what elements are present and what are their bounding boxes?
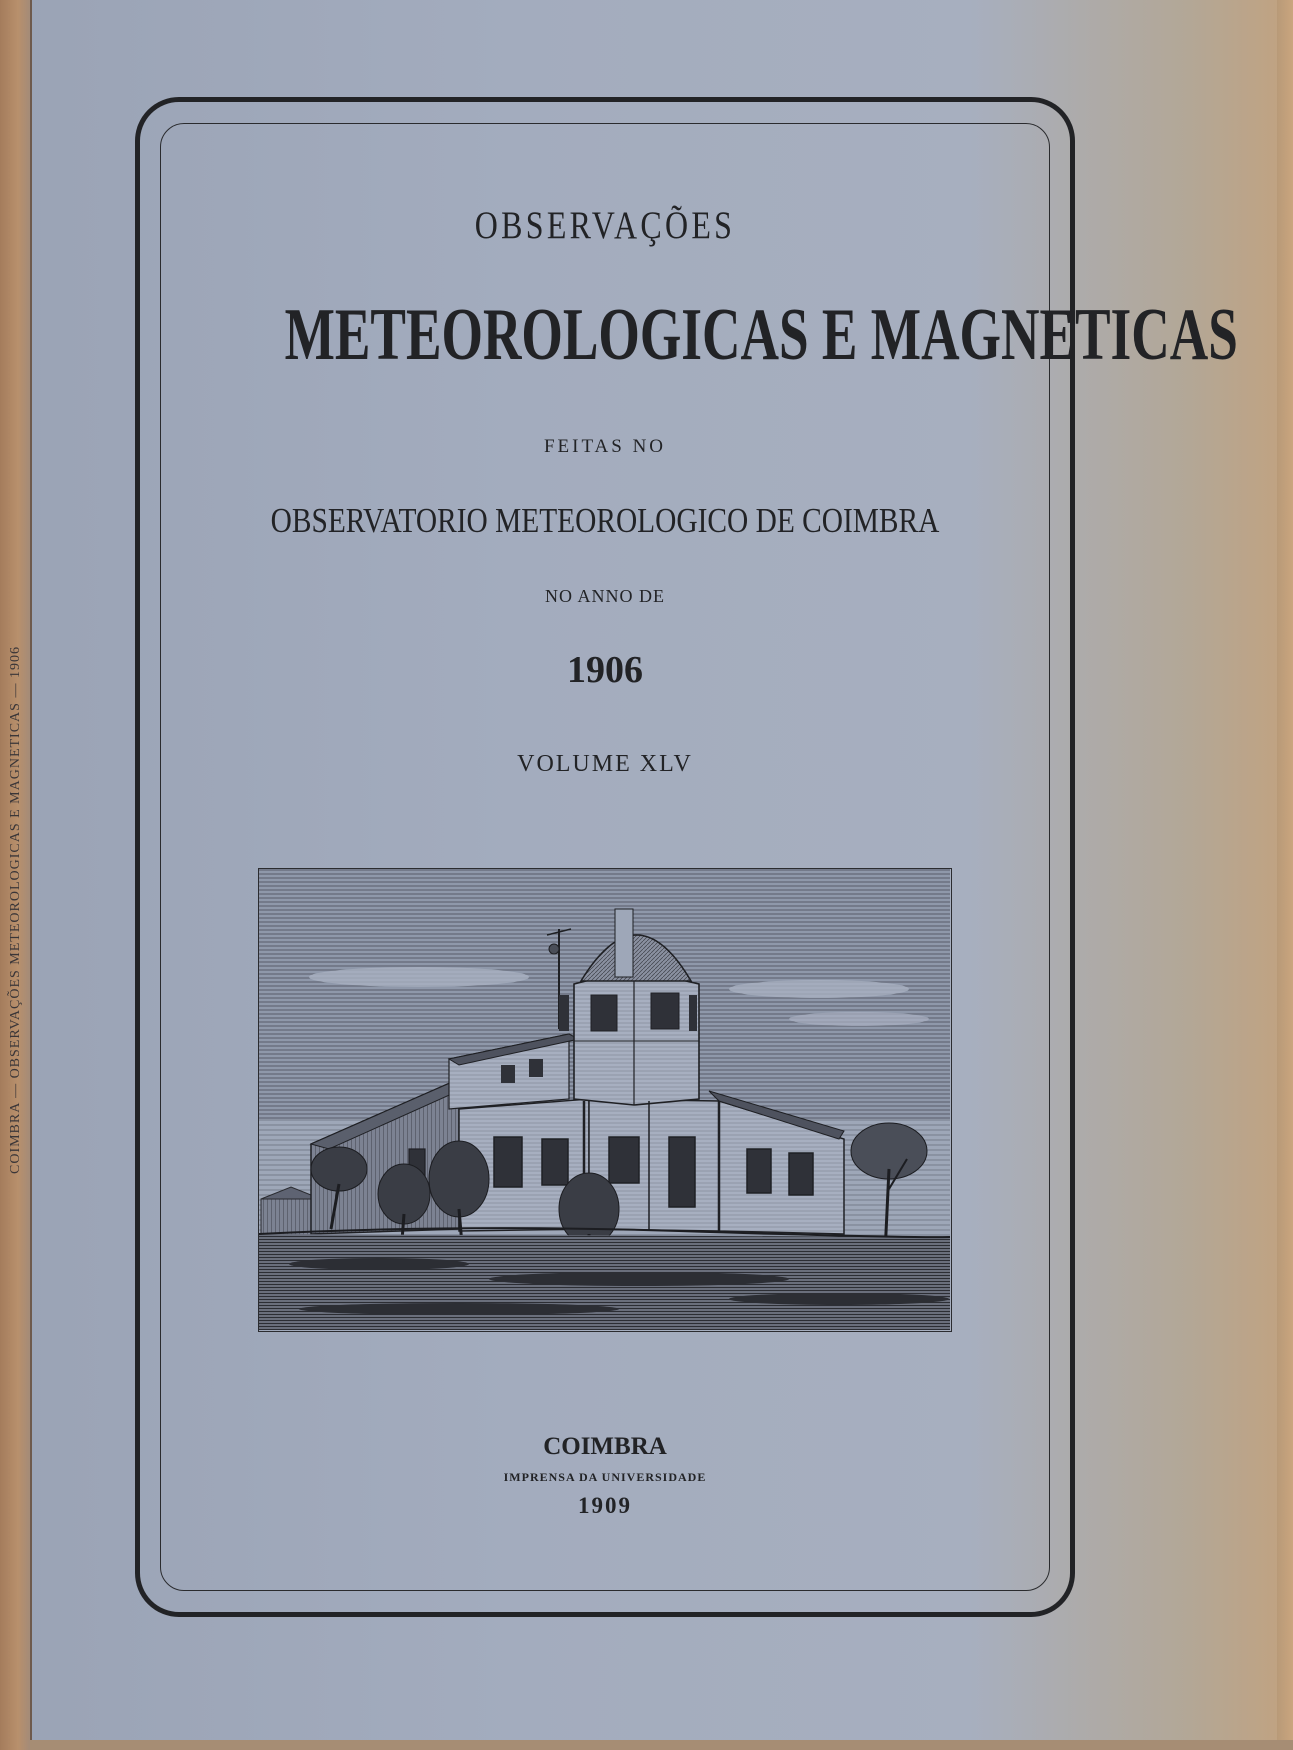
book-spine: [0, 0, 32, 1750]
observatory-name: OBSERVATORIO METEOROLOGICO DE COIMBRA: [270, 501, 940, 540]
subtitle-no-anno-de: NO ANNO DE: [545, 586, 665, 606]
spine-title: COIMBRA — OBSERVAÇÕES METEOROLOGICAS E MAGNETICAS — 1906: [8, 646, 23, 1174]
page-edge-right: [1277, 0, 1293, 1750]
page-edge-bottom: [30, 1740, 1293, 1750]
imprint-year: 1909: [578, 1493, 632, 1518]
volume-number: VOLUME XLV: [517, 751, 693, 777]
imprint-city: COIMBRA: [543, 1433, 667, 1460]
observatory-engraving-illustration: [259, 869, 950, 1330]
observatory-engraving: [258, 868, 952, 1332]
title-observacoes: OBSERVAÇÕES: [474, 204, 736, 247]
main-title: METEOROLOGICAS E MAGNETICAS: [284, 294, 1238, 376]
subtitle-feitas-no: FEITAS NO: [543, 436, 667, 457]
observation-year: 1906: [567, 649, 643, 691]
imprint-press: IMPRENSA DA UNIVERSIDADE: [503, 1470, 707, 1484]
